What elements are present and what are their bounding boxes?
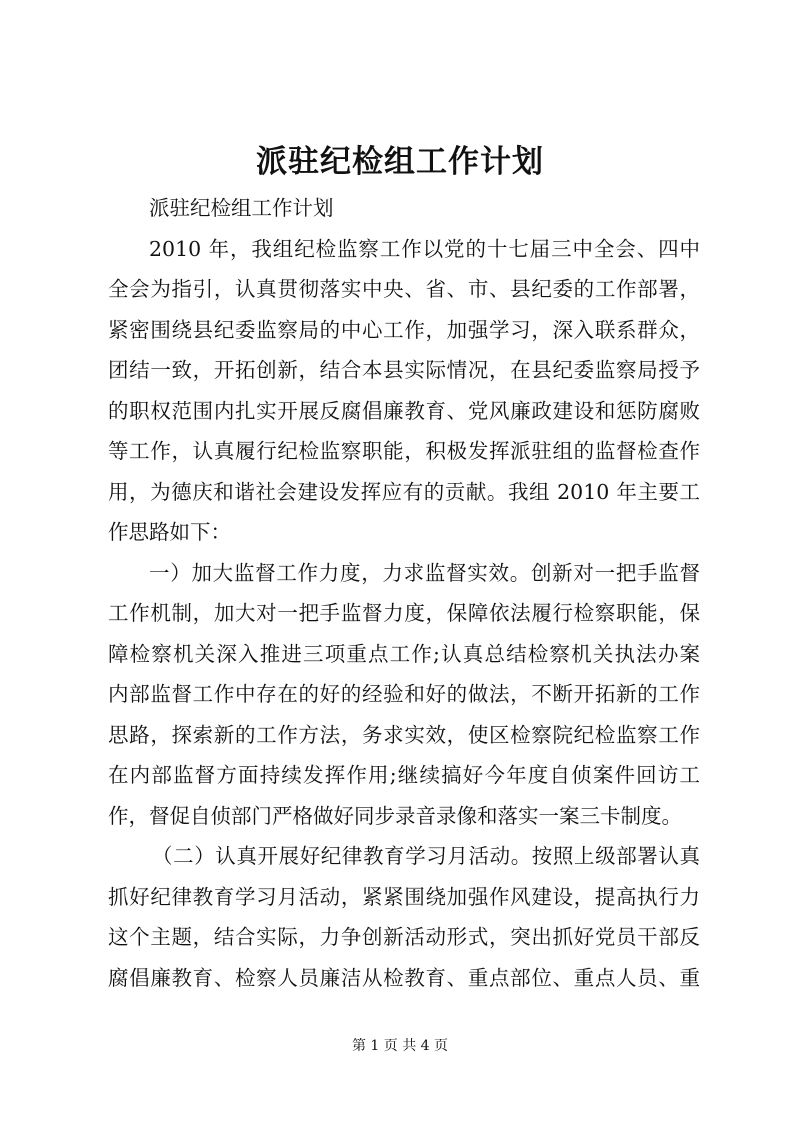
- paragraph-line: 用，为德庆和谐社会建设发挥应有的贡献。我组 2010 年主要工: [108, 479, 700, 504]
- paragraph-line: 全会为指引，认真贯彻落实中央、省、市、县纪委的工作部署，: [108, 277, 700, 301]
- paragraph-line: 紧密围绕县纪委监察局的中心工作，加强学习，深入联系群众，: [108, 317, 700, 342]
- paragraph-line: 抓好纪律教育学习月活动，紧紧围绕加强作风建设，提高执行力: [108, 884, 700, 909]
- paragraph-line: 等工作，认真履行纪检监察职能，积极发挥派驻组的监督检查作: [108, 439, 700, 463]
- paragraph-line: 作思路如下：: [108, 520, 231, 544]
- paragraph-line: 这个主题，结合实际，力争创新活动形式，突出抓好党员干部反: [108, 925, 700, 949]
- page-number-footer: 第 1 页 共 4 页: [351, 1038, 449, 1054]
- paragraph-line: 腐倡廉教育、检察人员廉洁从检教育、重点部位、重点人员、重: [108, 965, 700, 990]
- paragraph-3: [108, 836, 700, 998]
- paragraph-line: 内部监督工作中存在的好的经验和好的做法，不断开拓新的工作: [108, 682, 700, 706]
- paragraph-line: 作，督促自侦部门严格做好同步录音录像和落实一案三卡制度。: [108, 803, 682, 828]
- paragraph-line: 障检察机关深入推进三项重点工作;认真总结检察机关执法办案: [108, 641, 700, 666]
- paragraph-2: [108, 553, 700, 837]
- paragraph-line: 团结一致，开拓创新，结合本县实际情况，在县纪委监察局授予: [108, 358, 700, 382]
- document-subtitle: 派驻纪检组工作计划: [149, 196, 334, 220]
- paragraph-line: 的职权范围内扎实开展反腐倡廉教育、党风廉政建设和惩防腐败: [108, 398, 700, 423]
- paragraph-line: 在内部监督方面持续发挥作用;继续搞好今年度自侦案件回访工: [108, 763, 700, 787]
- paragraph-line: 思路，探索新的工作方法，务求实效，使区检察院纪检监察工作: [108, 722, 700, 747]
- paragraph-line: 工作机制，加大对一把手监督力度，保障依法履行检察职能，保: [108, 601, 700, 625]
- paragraph-line: 2010 年，我组纪检监察工作以党的十七届三中全会、四中: [149, 236, 700, 261]
- paragraph-line: 一）加大监督工作力度，力求监督实效。创新对一把手监督: [149, 560, 700, 585]
- paragraph-line: （二）认真开展好纪律教育学习月活动。按照上级部署认真: [152, 844, 700, 868]
- paragraph-1: [108, 229, 700, 553]
- document-title: 派驻纪检组工作计划: [256, 144, 544, 180]
- document-body: [108, 188, 700, 998]
